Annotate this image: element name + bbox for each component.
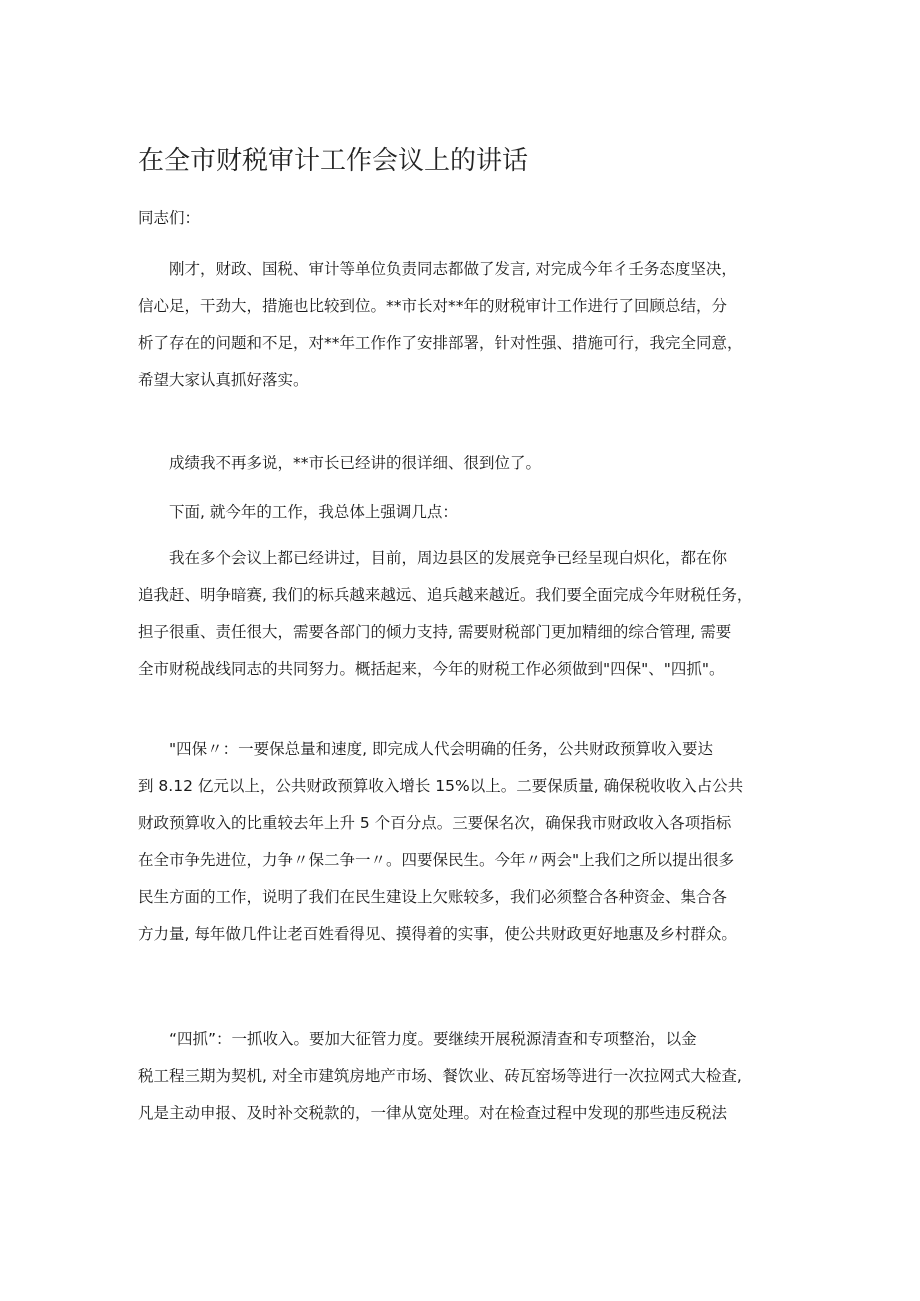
paragraph-line: 到 8.12 亿元以上，公共财政预算收入增长 15%以上。二要保质量, 确保税收收入占公共 [138,777,744,795]
paragraph-3 [138,494,798,531]
paragraph-line: 民生方面的工作，说明了我们在民生建设上欠账较多，我们必须整合各种资金、集合各 [138,888,728,906]
paragraph-line: 下面, 就今年的工作，我总体上强调几点： [138,503,458,521]
paragraph-line: 析了存在的问题和不足，对**年工作作了安排部署，针对性强、措施可行，我完全同意， [138,334,743,352]
paragraph-line: 刚才，财政、国税、审计等单位负责同志都做了发言, 对完成今年彳壬务态度坚决， [138,260,737,278]
paragraph-line: 方力量, 每年做几件让老百姓看得见、摸得着的实事，使公共财政更好地惠及乡村群众。 [138,925,737,943]
paragraph-line: 希望大家认真抓好落实。 [138,371,309,389]
document-title: 在全市财税审计工作会议上的讲话 [138,146,529,176]
paragraph-line: 担子很重、责任很大，需要各部门的倾力支持, 需要财税部门更加精细的综合管理, 需要 [138,623,732,641]
paragraph-line: "四保〃：一要保总量和速度, 即完成人代会明确的任务，公共财政预算收入要达 [138,740,713,758]
paragraph-line: 成绩我不再多说，**市长已经讲的很详细、很到位了。 [138,454,542,472]
paragraph-line: 在全市争先进位，力争〃保二争一〃。四要保民生。今年〃两会"上我们之所以提出很多 [138,851,735,869]
paragraph-5 [138,731,798,953]
paragraph-line: 全市财税战线同志的共同努力。概括起来，今年的财税工作必须做到"四保"、"四抓"。 [138,660,725,678]
salutation: 同志们： [138,209,201,227]
paragraph-line: 我在多个会议上都已经讲过，目前，周边县区的发展竞争已经呈现白炽化，都在你 [138,549,728,567]
paragraph-line: 追我赶、明争暗赛, 我们的标兵越来越远、追兵越来越近。我们要全面完成今年财税任务， [138,586,753,604]
paragraph-4 [138,540,798,688]
paragraph-line: “四抓”：一抓收入。要加大征管力度。要继续开展税源清查和专项整治，以金 [138,1030,697,1048]
paragraph-line: 凡是主动申报、及时补交税款的，一律从宽处理。对在检查过程中发现的那些违反税法 [138,1104,728,1122]
paragraph-line: 信心足，干劲大，措施也比较到位。**市长对**年的财税审计工作进行了回顾总结，分 [138,297,728,315]
paragraph-6 [138,1021,798,1132]
paragraph-line: 财政预算收入的比重较去年上升 5 个百分点。三要保名次，确保我市财政收入各项指标 [138,814,732,832]
paragraph-2 [138,445,798,482]
paragraph-line: 税工程三期为契机, 对全市建筑房地产市场、餐饮业、砖瓦窑场等进行一次拉网式大检查, [138,1067,742,1085]
paragraph-1 [138,251,798,399]
